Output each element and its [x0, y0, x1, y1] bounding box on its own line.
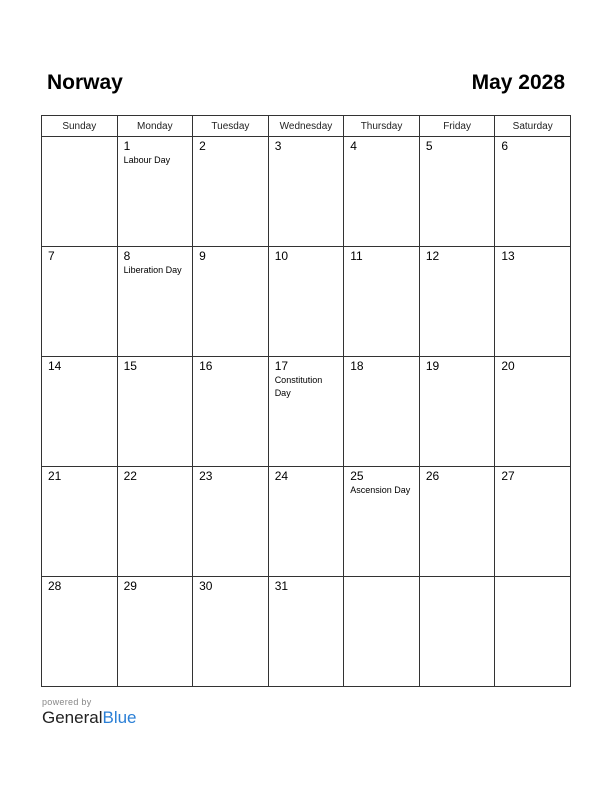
day-cell — [268, 247, 344, 357]
day-cell — [344, 247, 420, 357]
day-number: 8 — [123, 249, 131, 263]
brand-part-general: General — [42, 708, 103, 727]
day-cell — [42, 137, 118, 247]
week-row — [42, 467, 571, 577]
day-number: 15 — [123, 359, 137, 373]
day-number: 22 — [123, 469, 137, 483]
day-number: 18 — [350, 359, 364, 373]
week-row — [42, 137, 571, 247]
weekday-header: Sunday — [42, 116, 118, 137]
day-number: 17 — [274, 359, 289, 373]
week-row — [42, 577, 571, 687]
day-cell — [193, 137, 269, 247]
calendar-grid — [41, 115, 571, 687]
day-cell — [495, 577, 571, 687]
day-cell — [419, 137, 495, 247]
day-number: 12 — [425, 249, 440, 263]
weekday-header: Friday — [419, 116, 495, 137]
day-number: 4 — [350, 139, 357, 153]
day-number: 2 — [199, 139, 206, 153]
weekday-header-row — [42, 116, 571, 137]
day-cell — [495, 467, 571, 577]
day-number: 11 — [350, 249, 363, 263]
day-number: 3 — [274, 139, 282, 153]
day-number: 24 — [274, 469, 289, 483]
day-number: 28 — [48, 579, 62, 593]
brand-footer — [42, 697, 137, 728]
month-year-title: May 2028 — [471, 71, 565, 94]
day-number: 10 — [274, 249, 289, 263]
day-cell — [419, 357, 495, 467]
day-cell — [495, 357, 571, 467]
holiday-label: Constitution Day — [274, 375, 323, 398]
day-number: 14 — [48, 359, 62, 373]
day-number: 23 — [199, 469, 213, 483]
holiday-label: Labour Day — [123, 155, 171, 165]
weekday-header: Monday — [117, 116, 193, 137]
brand-part-blue: Blue — [102, 708, 137, 727]
generalblue-logo — [42, 708, 137, 728]
day-cell — [495, 137, 571, 247]
day-cell — [495, 247, 571, 357]
day-number: 26 — [425, 469, 440, 483]
day-number: 21 — [48, 469, 62, 483]
day-cell — [419, 247, 495, 357]
day-number: 9 — [199, 249, 206, 263]
powered-by-text: powered by — [42, 697, 92, 707]
country-title: Norway — [47, 71, 123, 94]
day-number: 31 — [274, 579, 289, 593]
day-number: 30 — [199, 579, 213, 593]
day-cell — [268, 577, 344, 687]
day-number: 20 — [501, 359, 515, 373]
day-number: 6 — [501, 139, 509, 153]
day-cell — [117, 137, 193, 247]
day-cell — [42, 467, 118, 577]
day-cell — [419, 577, 495, 687]
day-number: 13 — [501, 249, 515, 263]
day-cell — [344, 577, 420, 687]
weekday-header: Saturday — [495, 116, 571, 137]
day-number: 29 — [123, 579, 137, 593]
day-number: 19 — [425, 359, 440, 373]
day-cell — [419, 467, 495, 577]
holiday-label: Liberation Day — [123, 265, 182, 275]
day-cell — [268, 467, 344, 577]
day-number: 1 — [123, 139, 131, 153]
day-cell — [117, 467, 193, 577]
day-cell — [268, 357, 344, 467]
weekday-header: Tuesday — [193, 116, 269, 137]
day-cell — [117, 247, 193, 357]
holiday-label: Ascension Day — [350, 485, 411, 495]
day-cell — [344, 467, 420, 577]
week-row — [42, 357, 571, 467]
day-number: 7 — [48, 249, 55, 263]
weekday-header: Wednesday — [268, 116, 344, 137]
day-cell — [42, 247, 118, 357]
day-cell — [117, 577, 193, 687]
week-row — [42, 247, 571, 357]
day-cell — [193, 247, 269, 357]
day-cell — [42, 357, 118, 467]
day-number: 5 — [425, 139, 433, 153]
day-cell — [193, 467, 269, 577]
day-number: 25 — [350, 469, 364, 483]
day-cell — [117, 357, 193, 467]
day-cell — [344, 137, 420, 247]
day-cell — [268, 137, 344, 247]
day-cell — [42, 577, 118, 687]
day-cell — [193, 357, 269, 467]
day-cell — [193, 577, 269, 687]
day-number: 27 — [501, 469, 515, 483]
day-number: 16 — [199, 359, 213, 373]
weekday-header: Thursday — [344, 116, 420, 137]
day-cell — [344, 357, 420, 467]
